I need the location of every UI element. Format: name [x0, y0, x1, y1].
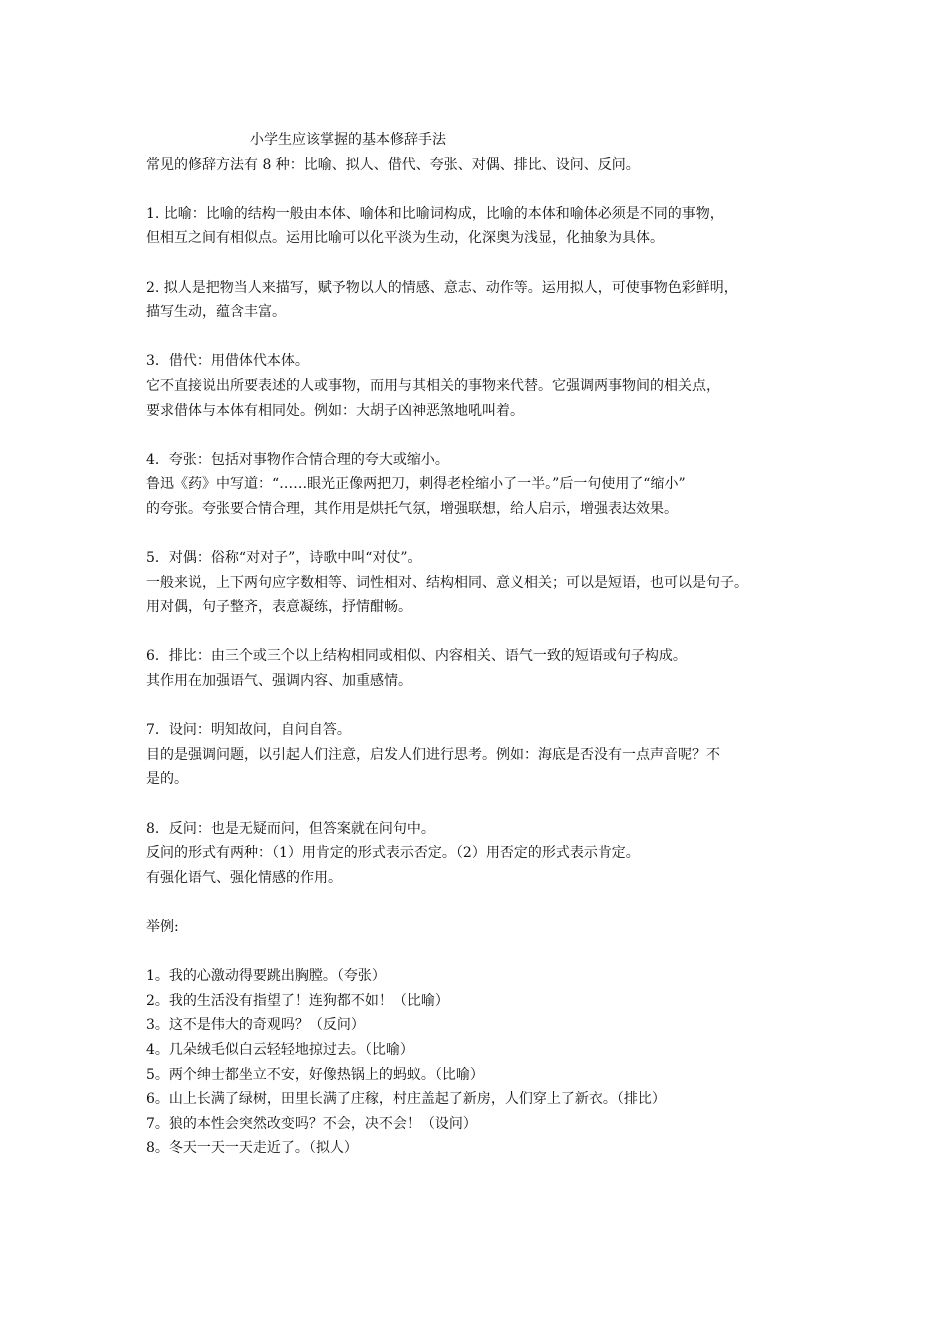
spacer — [146, 792, 822, 817]
section-parallelism — [146, 644, 822, 693]
section-line: 用对偶，句子整齐，表意凝练，抒情酣畅。 — [146, 599, 412, 616]
section-line: 7．设问：明知故问，自问自答。 — [146, 722, 351, 739]
spacer — [146, 940, 822, 965]
example-item: 2。我的生活没有指望了！连狗都不如！（比喻） — [146, 992, 449, 1009]
section-rhetorical-question-answer — [146, 718, 822, 792]
spacer — [146, 325, 822, 350]
spacer — [146, 620, 822, 645]
section-line: 6．排比：由三个或三个以上结构相同或相似、内容相关、语气一致的短语或句子构成。 — [146, 648, 687, 665]
document-page — [146, 128, 822, 1161]
section-line: 一般来说，上下两句应字数相等、词性相对、结构相同、意义相关；可以是短语，也可以是句子。 — [146, 574, 748, 591]
section-line: 1. 比喻：比喻的结构一般由本体、喻体和比喻词构成，比喻的本体和喻体必须是不同的事物， — [146, 205, 724, 222]
section-hyperbole — [146, 448, 822, 522]
section-line: 描写生动，蕴含丰富。 — [146, 304, 286, 321]
spacer — [146, 177, 822, 202]
spacer — [146, 251, 822, 276]
section-line: 的夸张。夸张要合情合理，其作用是烘托气氛，增强联想，给人启示，增强表达效果。 — [146, 500, 678, 517]
section-line: 3．借代：用借体代本体。 — [146, 353, 309, 370]
example-item: 7。狼的本性会突然改变吗？不会，决不会！（设问） — [146, 1115, 477, 1132]
example-item: 6。山上长满了绿树，田里长满了庄稼，村庄盖起了新房，人们穿上了新衣。（排比） — [146, 1091, 666, 1108]
example-item: 4。几朵绒毛似白云轻轻地掠过去。（比喻） — [146, 1041, 414, 1058]
section-line: 其作用在加强语气、强调内容、加重感情。 — [146, 673, 412, 690]
section-metonymy — [146, 349, 822, 423]
spacer — [146, 423, 822, 448]
spacer — [146, 890, 822, 915]
section-antithesis — [146, 546, 822, 620]
document-title: 小学生应该掌握的基本修辞手法 — [250, 132, 446, 148]
section-line: 是的。 — [146, 771, 188, 788]
section-line: 2. 拟人是把物当人来描写，赋予物以人的情感、意志、动作等。运用拟人，可使事物色彩鲜明， — [146, 279, 738, 296]
section-line: 有强化语气、强化情感的作用。 — [146, 869, 342, 886]
section-line: 要求借体与本体有相同处。例如：大胡子凶神恶煞地吼叫着。 — [146, 402, 524, 419]
section-line: 4．夸张：包括对事物作合情合理的夸大或缩小。 — [146, 451, 449, 468]
section-line: 反问的形式有两种：（1）用肯定的形式表示否定。（2）用否定的形式表示肯定。 — [146, 845, 640, 862]
spacer — [146, 694, 822, 719]
examples-list — [146, 964, 822, 1161]
example-item: 3。这不是伟大的奇观吗？（反问） — [146, 1017, 365, 1034]
section-line: 鲁迅《药》中写道：“……眼光正像两把刀，刺得老栓缩小了一半。”后一句使用了“缩小” — [146, 476, 686, 493]
section-line: 8．反问：也是无疑而问，但答案就在问句中。 — [146, 820, 435, 837]
section-line: 但相互之间有相似点。运用比喻可以化平淡为生动，化深奥为浅显，化抽象为具体。 — [146, 230, 664, 247]
section-line: 5．对偶：俗称“对对子”，诗歌中叫“对仗”。 — [146, 550, 422, 567]
example-item: 1。我的心激动得要跳出胸膛。（夸张） — [146, 968, 386, 985]
section-metaphor — [146, 202, 822, 251]
section-line: 它不直接说出所要表述的人或事物，而用与其相关的事物来代替。它强调两事物间的相关点， — [146, 377, 720, 394]
intro-line: 常见的修辞方法有 8 种：比喻、拟人、借代、夸张、对偶、排比、设问、反问。 — [146, 156, 640, 173]
section-line: 目的是强调问题，以引起人们注意，启发人们进行思考。例如：海底是否没有一点声音呢？不 — [146, 746, 720, 763]
section-rhetorical-question — [146, 817, 822, 891]
example-item: 8。冬天一天一天走近了。（拟人） — [146, 1140, 358, 1157]
spacer — [146, 522, 822, 547]
example-item: 5。两个绅士都坐立不安，好像热锅上的蚂蚁。（比喻） — [146, 1066, 484, 1083]
examples-heading: 举例: — [146, 919, 179, 935]
section-personification — [146, 276, 822, 325]
